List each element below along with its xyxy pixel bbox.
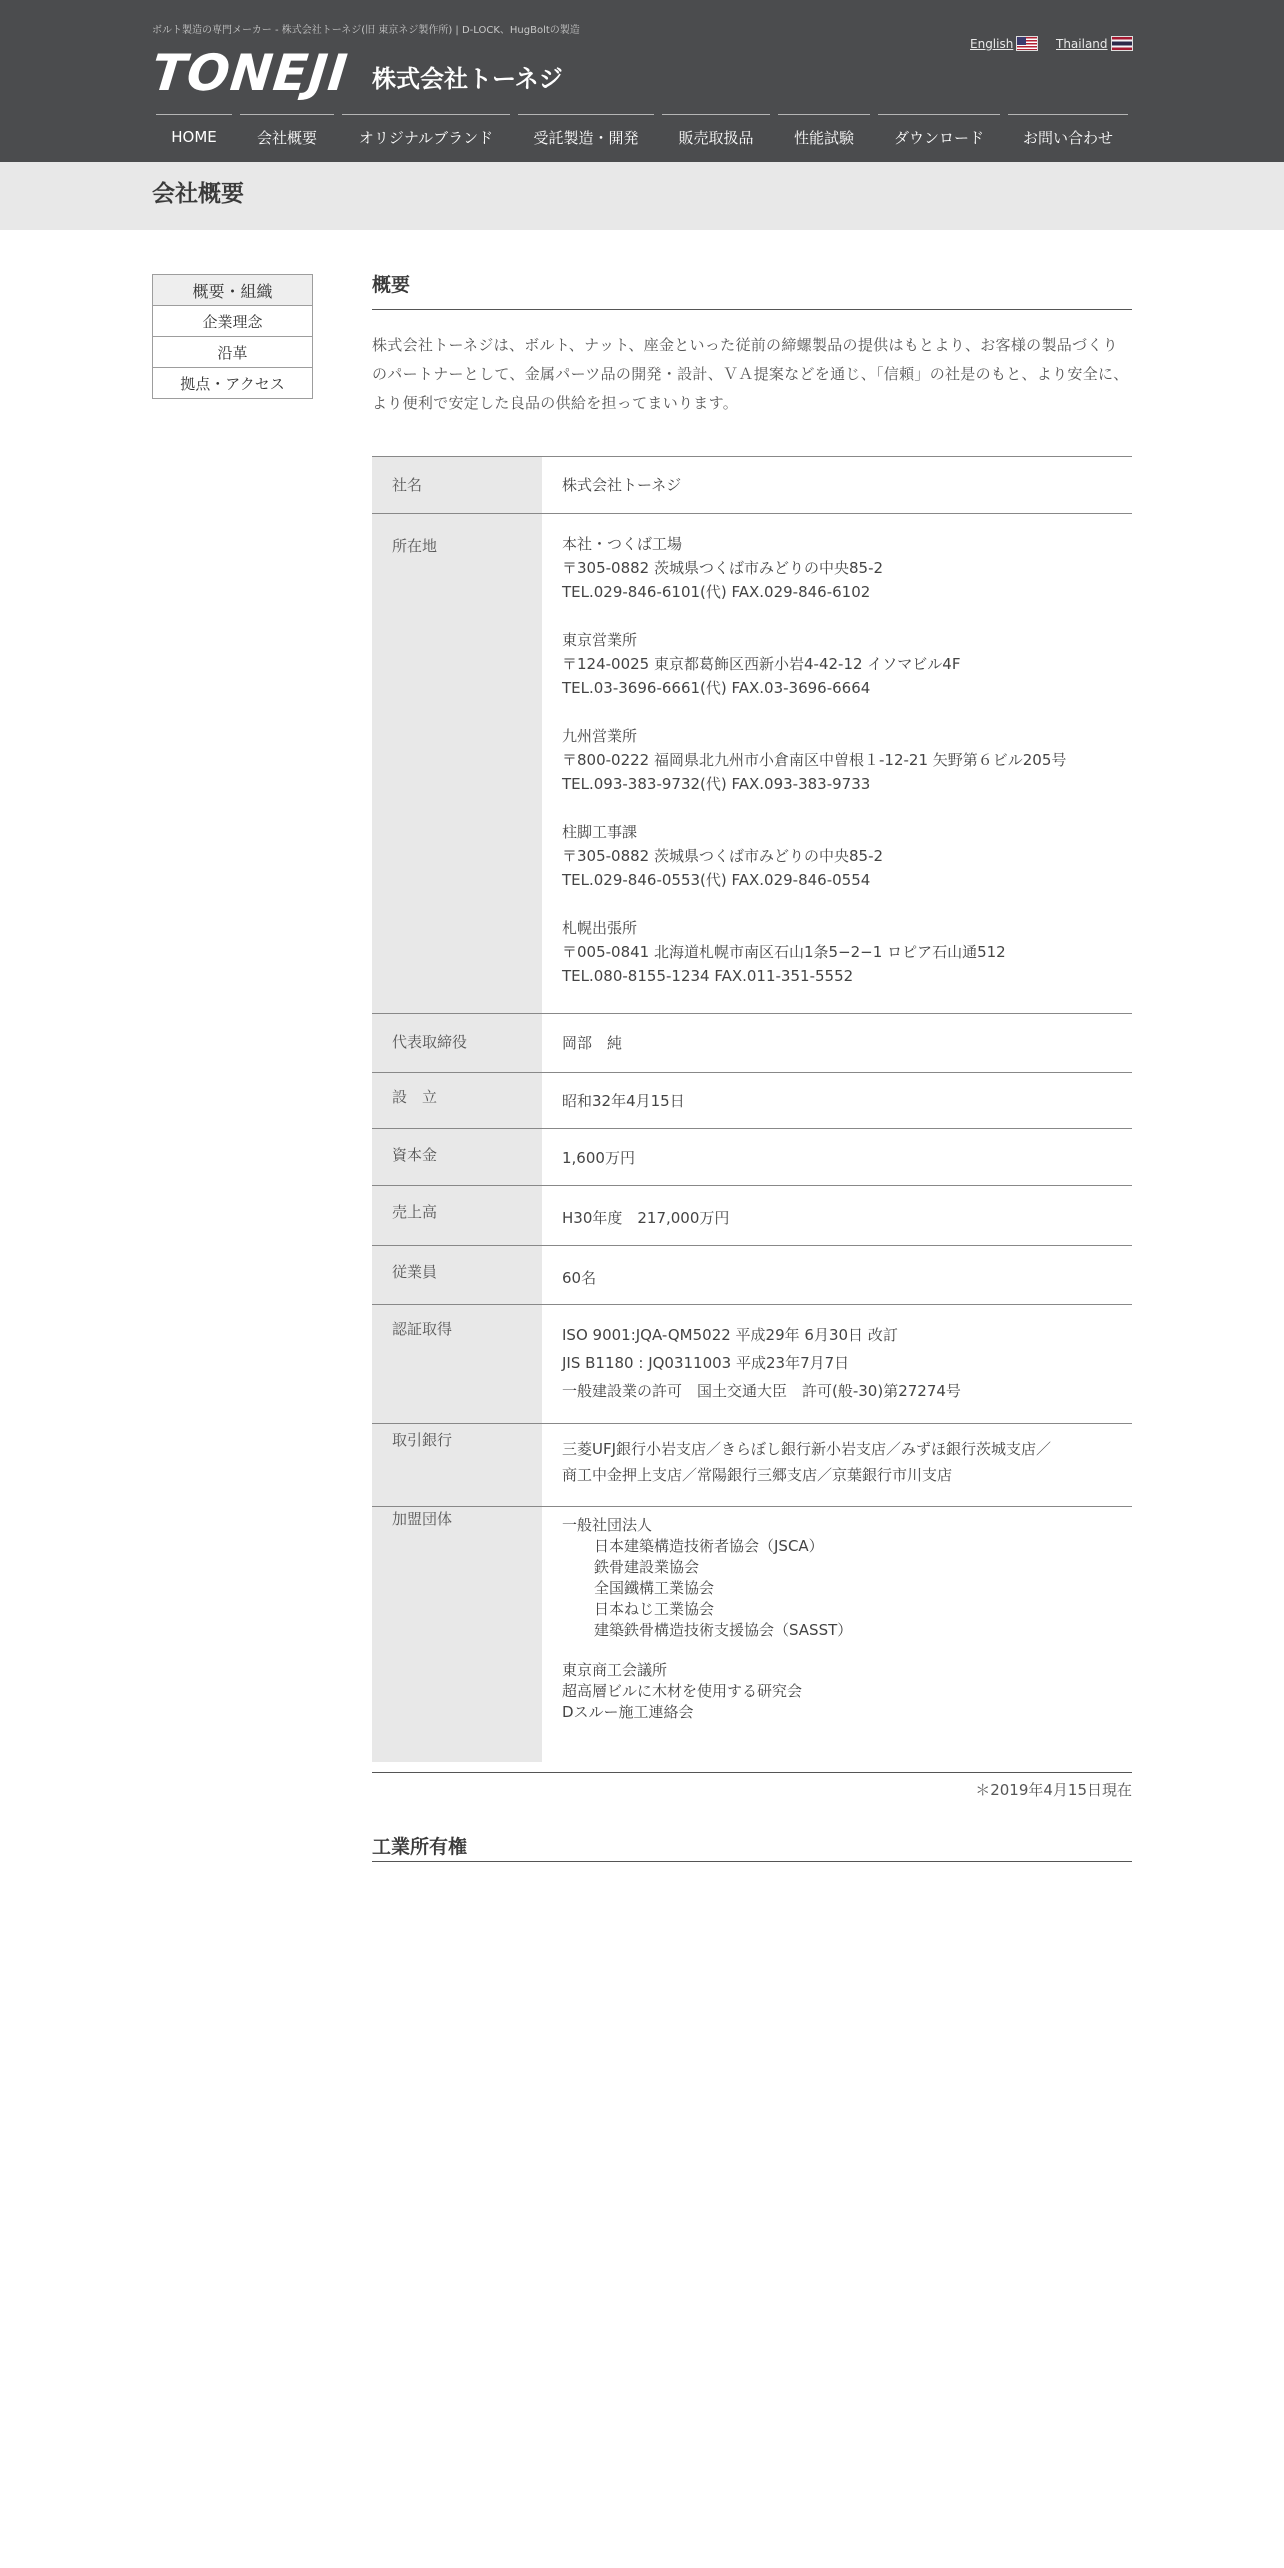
office-contact: TEL.029-846-6101(代) FAX.029-846-6102 (562, 583, 871, 601)
association-item: 日本ねじ工業協会 (594, 1600, 715, 1618)
sidebar-item-access[interactable]: 拠点・アクセス (153, 367, 312, 398)
language-link-thailand[interactable] (1056, 36, 1133, 51)
nav-performance-test[interactable]: 性能試験 (774, 114, 874, 160)
association-item: Dスルー施工連絡会 (562, 1703, 694, 1721)
table-row (372, 1073, 1132, 1129)
row-value-sales: H30年度 217,000万円 (542, 1186, 1132, 1246)
nav-original-brand[interactable]: オリジナルブランド (338, 114, 514, 160)
row-label-employees: 従業員 (372, 1246, 542, 1305)
office-block-head (562, 532, 1132, 604)
sidebar-item-history[interactable]: 沿革 (153, 336, 312, 367)
row-label-company-name: 社名 (372, 457, 542, 514)
nav-contact[interactable]: お問い合わせ (1004, 114, 1132, 160)
certification-item: 一般建設業の許可 国土交通大臣 許可(般-30)第27274号 (562, 1382, 961, 1400)
sidebar-item-overview[interactable]: 概要・組織 (153, 275, 312, 305)
row-label-capital: 資本金 (372, 1129, 542, 1186)
office-contact: TEL.093-383-9732(代) FAX.093-383-9733 (562, 775, 871, 793)
row-value-company-name: 株式会社トーネジ (542, 457, 1132, 514)
company-info-table (372, 456, 1132, 1762)
table-row (372, 1014, 1132, 1073)
row-value-capital: 1,600万円 (542, 1129, 1132, 1186)
overview-heading: 概要 (372, 270, 1132, 310)
office-block-sapporo (562, 916, 1132, 988)
page-title-bar (0, 162, 1284, 230)
table-row (372, 1246, 1132, 1305)
office-address: 〒124-0025 東京都葛飾区西新小岩4-42-12 イソマビル4F (562, 655, 961, 673)
site-tagline: ボルト製造の専門メーカー - 株式会社トーネジ(旧 東京ネジ製作所) | D-LOCK、HugBoltの製造 (152, 25, 580, 36)
office-name: 九州営業所 (562, 727, 638, 745)
association-group-header: 一般社団法人 (562, 1516, 653, 1534)
association-item: 鉄骨建設業協会 (594, 1558, 700, 1576)
bank-line: 商工中金押上支店／常陽銀行三郷支店／京葉銀行市川支店 (562, 1466, 953, 1484)
row-label-locations: 所在地 (372, 514, 542, 1014)
sidebar-item-philosophy[interactable]: 企業理念 (153, 305, 312, 336)
language-link-english[interactable] (970, 36, 1038, 51)
bank-line: 三菱UFJ銀行小岩支店／きらぼし銀行新小岩支店／みずほ銀行茨城支店／ (562, 1440, 1052, 1458)
row-value-employees: 60名 (542, 1246, 1132, 1305)
nav-company[interactable]: 会社概要 (236, 114, 338, 160)
office-address: 〒305-0882 茨城県つくば市みどりの中央85-2 (562, 847, 884, 865)
office-block-tokyo (562, 628, 1132, 700)
table-bottom-rule (372, 1772, 1132, 1773)
us-flag-icon (1016, 36, 1038, 51)
table-row (372, 514, 1132, 1014)
as-of-date: ＊2019年4月15日現在 (975, 1781, 1132, 1799)
global-nav (152, 114, 1132, 160)
office-contact: TEL.029-846-0553(代) FAX.029-846-0554 (562, 871, 871, 889)
row-label-founded: 設 立 (372, 1073, 542, 1129)
main-content (372, 270, 1132, 1858)
overview-intro: 株式会社トーネジは、ボルト、ナット、座金といった従前の締螺製品の提供はもとより、お客様の製品づくりのパートナーとして、金属パーツ品の開発・設計、ＶＡ提案などを通じ、「信頼」の社是のもと、より安全に、より便利で安定した良品の供給を担ってまいります。 (372, 336, 1129, 412)
row-value-locations (542, 514, 1132, 1014)
row-label-banks: 取引銀行 (372, 1424, 542, 1507)
ip-heading: 工業所有権 (372, 1834, 1132, 1862)
association-item: 日本建築構造技術者協会（JSCA） (594, 1537, 824, 1555)
association-item: 建築鉄骨構造技術支援協会（SASST） (594, 1621, 853, 1639)
site-logo[interactable] (148, 44, 563, 102)
nav-contract-manufacturing[interactable]: 受託製造・開発 (514, 114, 658, 160)
table-row (372, 1129, 1132, 1186)
association-item: 超高層ビルに木材を使用する研究会 (562, 1682, 803, 1700)
logo-wordmark: TONEJI (148, 44, 351, 102)
row-value-founded: 昭和32年4月15日 (542, 1073, 1132, 1129)
nav-products[interactable]: 販売取扱品 (658, 114, 774, 160)
office-block-kyushu (562, 724, 1132, 796)
site-header (0, 0, 1284, 162)
language-label: Thailand (1056, 36, 1108, 51)
office-name: 本社・つくば工場 (562, 535, 683, 553)
office-name: 柱脚工事課 (562, 823, 638, 841)
row-value-associations (542, 1507, 1132, 1762)
certification-item: JIS B1180 : JQ0311003 平成23年7月7日 (562, 1354, 850, 1372)
row-value-certifications (542, 1305, 1132, 1424)
table-row (372, 1507, 1132, 1762)
office-name: 札幌出張所 (562, 919, 638, 937)
table-row (372, 1305, 1132, 1424)
office-address: 〒005-0841 北海道札幌市南区石山1条5−2−1 ロピア石山通512 (562, 943, 1006, 961)
table-row (372, 1424, 1132, 1507)
thailand-flag-icon (1111, 36, 1133, 51)
office-address: 〒305-0882 茨城県つくば市みどりの中央85-2 (562, 559, 884, 577)
row-label-associations: 加盟団体 (372, 1507, 542, 1762)
row-value-representative: 岡部 純 (542, 1014, 1132, 1073)
office-block-column-base (562, 820, 1132, 892)
office-contact: TEL.03-3696-6661(代) FAX.03-3696-6664 (562, 679, 871, 697)
language-label: English (970, 36, 1014, 51)
office-contact: TEL.080-8155-1234 FAX.011-351-5552 (562, 967, 854, 985)
row-label-sales: 売上高 (372, 1186, 542, 1246)
row-value-banks (542, 1424, 1132, 1507)
logo-company-name: 株式会社トーネジ (372, 65, 563, 93)
row-label-certifications: 認証取得 (372, 1305, 542, 1424)
association-item: 東京商工会議所 (562, 1661, 668, 1679)
nav-home[interactable]: HOME (152, 114, 236, 160)
office-address: 〒800-0222 福岡県北九州市小倉南区中曽根１-12-21 矢野第６ビル205号 (562, 751, 1067, 769)
sidebar-nav (152, 274, 313, 399)
page-title: 会社概要 (152, 181, 244, 207)
table-row (372, 457, 1132, 514)
nav-download[interactable]: ダウンロード (874, 114, 1004, 160)
certification-item: ISO 9001:JQA-QM5022 平成29年 6月30日 改訂 (562, 1326, 898, 1344)
association-item: 全国鐵構工業協会 (594, 1579, 715, 1597)
office-name: 東京営業所 (562, 631, 638, 649)
row-label-representative: 代表取締役 (372, 1014, 542, 1073)
table-row (372, 1186, 1132, 1246)
